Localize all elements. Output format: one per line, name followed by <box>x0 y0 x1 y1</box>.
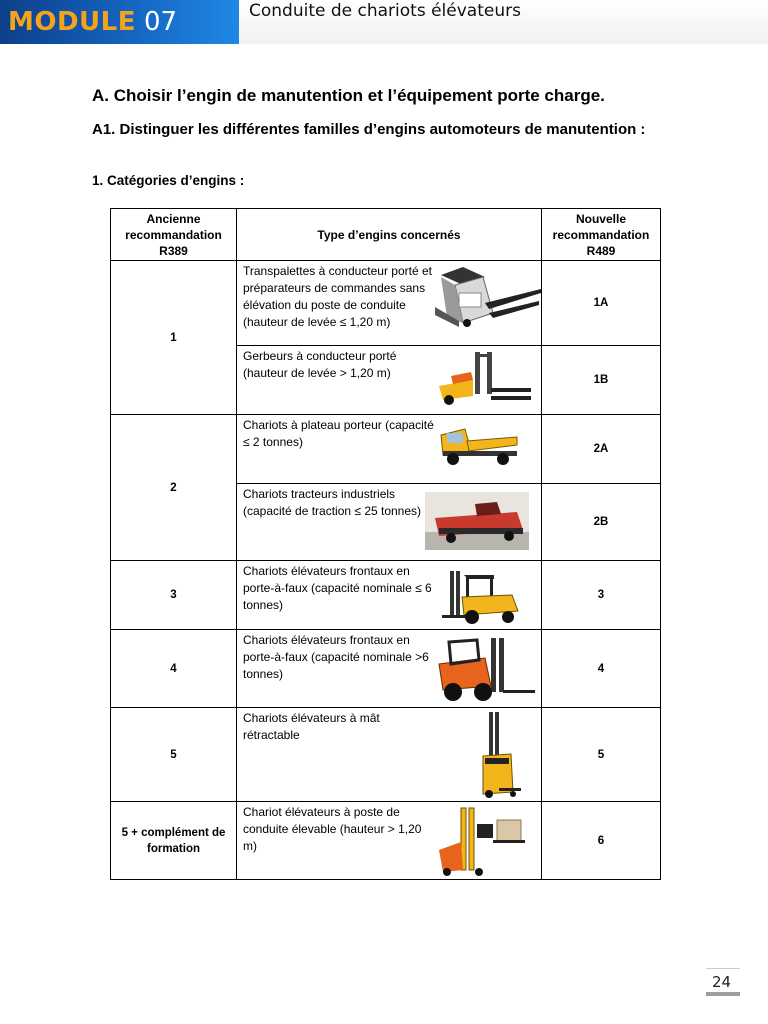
header-old: Ancienne recommandation R389 <box>111 209 237 261</box>
new-category-cell: 1B <box>542 346 661 415</box>
type-cell <box>237 561 542 630</box>
type-cell <box>237 630 542 708</box>
type-cell <box>237 415 542 484</box>
table-row <box>111 415 661 484</box>
platform-truck-icon <box>437 421 519 467</box>
type-description: Chariots élévateurs à mât rétractable <box>243 711 380 742</box>
type-cell <box>237 261 542 346</box>
header-type: Type d’engins concernés <box>237 209 542 261</box>
table-row <box>111 261 661 346</box>
old-category-cell: 4 <box>111 630 237 708</box>
type-cell <box>237 708 542 802</box>
module-badge <box>0 0 239 44</box>
section-subheading: A1. Distinguer les différentes familles d’engins automoteurs de manutention : <box>92 121 646 138</box>
order-picker-icon <box>437 806 527 876</box>
heavy-forklift-icon <box>433 636 537 702</box>
page-number: 24 <box>712 973 732 991</box>
type-description: Chariots élévateurs frontaux en porte-à-faux (capacité nominale ≤ 6 tonnes) <box>243 564 432 612</box>
type-cell <box>237 802 542 880</box>
table-row <box>111 630 661 708</box>
old-category-cell: 1 <box>111 261 237 415</box>
new-category-cell: 3 <box>542 561 661 630</box>
old-category-cell: 2 <box>111 415 237 561</box>
pallet-truck-icon <box>433 263 543 329</box>
page-number-underline <box>706 992 740 996</box>
table-header-row <box>111 209 661 261</box>
forklift-icon <box>442 567 532 625</box>
reach-truck-icon <box>475 710 525 798</box>
categories-table <box>110 208 661 880</box>
new-category-cell: 1A <box>542 261 661 346</box>
old-category-cell: 5 <box>111 708 237 802</box>
tractor-icon <box>425 492 529 550</box>
section-heading: A. Choisir l’engin de manutention et l’équipement porte charge. <box>92 86 605 105</box>
module-word: MODULE <box>8 7 136 37</box>
new-category-cell: 2B <box>542 484 661 561</box>
old-category-cell: 5 + complément de formation <box>111 802 237 880</box>
page-number-box <box>706 968 740 996</box>
new-category-cell: 4 <box>542 630 661 708</box>
table-row <box>111 708 661 802</box>
type-description: Chariots à plateau porteur (capacité ≤ 2 tonnes) <box>243 418 434 449</box>
type-description: Transpalettes à conducteur porté et préparateurs de commandes sans élévation du poste de conduite (hauteur de levée ≤ 1,20 m) <box>243 264 432 329</box>
new-category-cell: 2A <box>542 415 661 484</box>
header-title: Conduite de chariots élévateurs <box>249 1 521 21</box>
type-description: Gerbeurs à conducteur porté (hauteur de levée > 1,20 m) <box>243 349 397 380</box>
new-category-cell: 6 <box>542 802 661 880</box>
type-cell <box>237 346 542 415</box>
table-row <box>111 802 661 880</box>
module-number: 07 <box>144 7 178 37</box>
type-description: Chariots élévateurs frontaux en porte-à-faux (capacité nominale >6 tonnes) <box>243 633 429 681</box>
new-category-cell: 5 <box>542 708 661 802</box>
type-description: Chariots tracteurs industriels (capacité de traction ≤ 25 tonnes) <box>243 487 422 518</box>
table-row <box>111 561 661 630</box>
type-cell <box>237 484 542 561</box>
type-description: Chariot élévateurs à poste de conduite élevable (hauteur > 1,20 m) <box>243 805 422 853</box>
stacker-icon <box>433 350 533 406</box>
list-title: 1. Catégories d’engins : <box>92 173 245 188</box>
header-new: Nouvelle recommandation R489 <box>542 209 661 261</box>
old-category-cell: 3 <box>111 561 237 630</box>
